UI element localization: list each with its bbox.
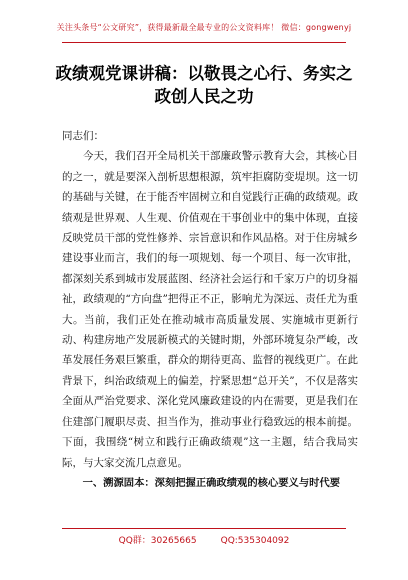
document-body xyxy=(62,126,358,493)
section-heading-1: 一、溯源固本：深刻把握正确政绩观的核心要义与时代要 xyxy=(82,476,341,489)
header-divider xyxy=(62,42,346,43)
footer-qq-group: QQ群：30265665 xyxy=(118,536,197,546)
document-title xyxy=(40,62,368,108)
footer-qq: QQ:535304092 xyxy=(220,536,290,546)
footer-divider xyxy=(62,528,346,529)
footer xyxy=(0,533,408,546)
paragraph-1: 今天，我们召开全局机关干部廉政警示教育大会，其核心目的之一，就是要深入剖析思想根源，筑牢拒腐防变堤坝。这一切的基础与关键，在于能否牢固树立和自觉践行正确的政绩观。政绩观是世界观、人生观、价值观在干事创业中的集中体现，直接反映党员干部的党性修养、宗旨意识和作风品格。对于住房城乡建设事业而言，我们的每一项规划、每一个项目、每一次审批，都深刻关系到城市发展蓝图、经济社会运行和千家万户的切身福祉，政绩观的“方向盘”把得正不正，影响尤为深远、责任尤为重大。当前，我们正处在推动城市高质量发展、实施城市更新行动、构建房地产发展新模式的关键时期，外部环境复杂严峻，改革发展任务艰巨繁重，群众的期待更高、监督的视线更广。在此背景下，纠治政绩观上的偏差，拧紧思想“总开关”，不仅是落实全面从严治党要求、深化党风廉政建设的内在需要，更是我们在住建部门履职尽责、担当作为，推动事业行稳致远的根本前提。下面，我围绕“树立和践行正确政绩观”这一主题，结合我局实际，与大家交流几点意见。 xyxy=(62,150,358,469)
title-line-1: 政绩观党课讲稿：以敬畏之心行、务实之 xyxy=(55,64,353,83)
salutation: 同志们： xyxy=(62,130,104,142)
header-banner: 关注头条号“公文研究”，获得最新最全最专业的公文资料库！ 微信：gongwenyj xyxy=(56,23,352,32)
title-line-2: 政创人民之功 xyxy=(154,87,254,106)
